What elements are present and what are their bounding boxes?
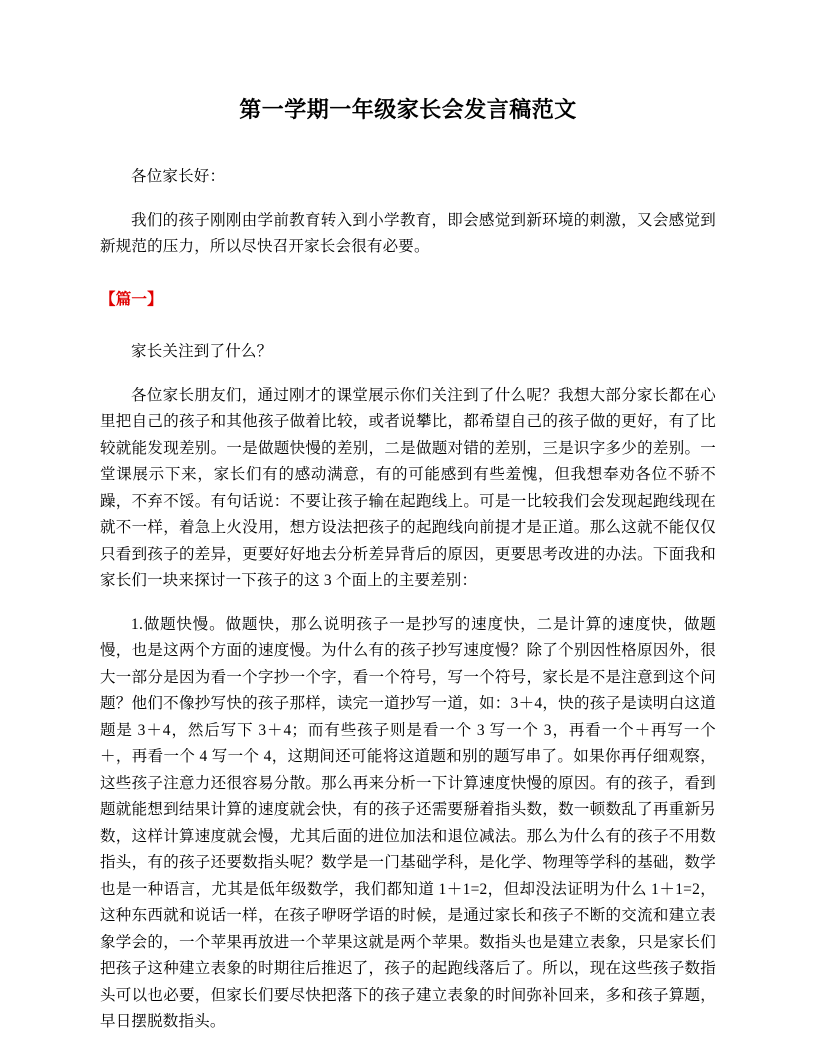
section-spacer-top — [100, 261, 716, 287]
page-title: 第一学期一年级家长会发言稿范文 — [239, 97, 577, 122]
document-body — [100, 164, 716, 1036]
section-heading-pian-yi: 【篇一】 — [100, 290, 163, 308]
question-paragraph: 家长关注到了什么？ — [131, 343, 273, 360]
body-paragraph-2: 各位家长朋友们，通过刚才的课堂展示你们关注到了什么呢？我想大部分家长都在心里把自己的孩子和其他孩子做着比较，或者说攀比，都希望自己的孩子做的更好，有了比较就能发现差别。一是做题快慢的差别，二是做题对错的差别，三是识字多少的差别。一堂课展示下来，家长们有的感动满意，有的可能感到有些羞愧，但我想奉劝各位不骄不躁，不弃不馁。有句话说：不要让孩子输在起跑线上。可是一比较我们会发现起跑线现在就不一样，着急上火没用，想方设法把孩子的起跑线向前提才是正道。那么这就不能仅仅只看到孩子的差异，更要好好地去分析差异背后的原因，更要思考改进的办法。下面我和家长们一块来探讨一下孩子的这 3 个面上的主要差别： — [100, 386, 716, 589]
section-spacer-bottom — [100, 313, 716, 339]
salutation-paragraph: 各位家长好： — [131, 168, 226, 185]
body-paragraph-3: 1.做题快慢。做题快，那么说明孩子一是抄写的速度快，二是计算的速度快，做题慢，也是这两个方面的速度慢。为什么有的孩子抄写速度慢？除了个别因性格原因外，很大一部分是因为看一个字抄一个字，看一个符号，写一个符号，家长是不是注意到这个问题？他们不像抄写快的孩子那样，读完一道抄写一道，如：3＋4，快的孩子是读明白这道题是 3＋4，然后写下 3＋4；而有些孩子则是看一个 3 写一个 3，再看一个＋再写一个＋，再看一个 4 写一个 4，这期间还可能将这道题和别的题写串了。如果你再仔细观察，这些孩子注意力还很容易分散。那么再来分析一下计算速度快慢的原因。有的孩子，看到题就能想到结果计算的速度就会快，有的孩子还需要掰着指头数，数一顿数乱了再重新另数，这样计算速度就会慢，尤其后面的进位加法和退位减法。那么为什么有的孩子不用数指头，有的孩子还要数指头呢？数学是一门基础学科，是化学、物理等学科的基础，数学也是一种语言，尤其是低年级数学，我们都知道 1＋1=2，但却没法证明为什么 1＋1=2，这种东西就和说话一样，在孩子咿呀学语的时候，是通过家长和孩子不断的交流和建立表象学会的，一个苹果再放进一个苹果这就是两个苹果。数指头也是建立表象，只是家长们把孩子这种建立表象的时期往后推迟了，孩子的起跑线落后了。所以，现在这些孩子数指头可以也必要，但家长们要尽快把落下的孩子建立表象的时间弥补回来，多和孩子算题，早日摆脱数指头。 — [100, 615, 716, 1030]
intro-paragraph: 我们的孩子刚刚由学前教育转入到小学教育，即会感觉到新环境的刺激，又会感觉到新规范的压力，所以尽快召开家长会很有必要。 — [100, 211, 716, 255]
